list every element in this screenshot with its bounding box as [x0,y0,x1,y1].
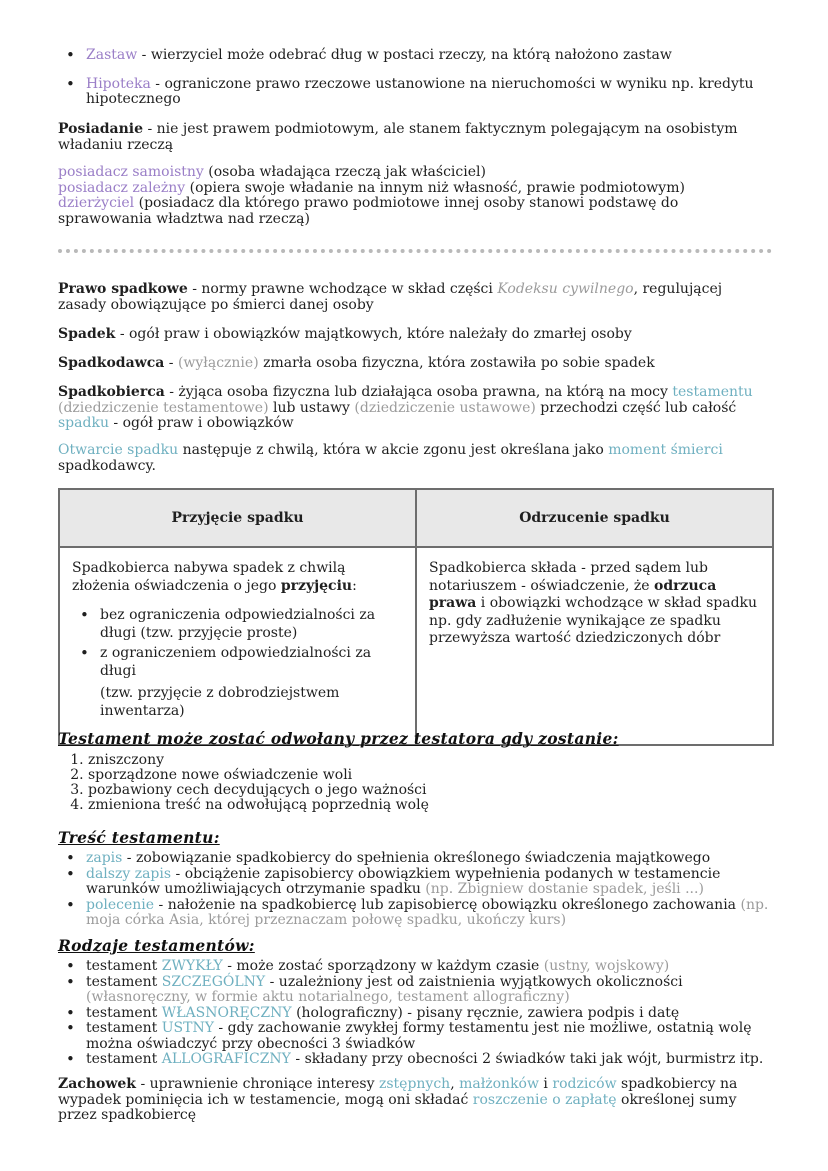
list-item: 1. zniszczony [88,753,774,768]
term-allograficzny: ALLOGRAFICZNY [161,1051,291,1067]
table-header-row [59,489,773,547]
definition-text: określonej sumy przez spadkobiercę [58,1091,737,1123]
term-malzonkow: małżonków [459,1076,539,1092]
note-text: (własnoręczny, w formie aktu notarialnego, testament allograficzny) [86,989,570,1005]
term-zwykly: ZWYKŁY [161,958,223,974]
definition-text: - uzależniony jest od zaistnienia wyjątkowych okoliczności [265,973,683,990]
column-header-odrzucenie: Odrzucenie spadku [416,489,773,547]
cell-text: : [352,577,357,594]
table-row [59,547,773,745]
list-item [86,898,774,929]
prawo-spadkowe-definition [58,282,774,313]
item-prefix: testament [86,958,162,974]
term-ustny: USTNY [161,1020,214,1036]
term-dalszy-zapis: dalszy zapis [86,865,172,882]
definition-text: - składany przy obecności 2 świadków taki jak wójt, burmistrz itp. [290,1051,764,1067]
term-roszczenie: roszczenie o zapłatę [472,1091,617,1108]
term-zapis: zapis [86,850,123,866]
term-posiadacz-samoistny: posiadacz samoistny [58,164,204,180]
definition-text: - nałożenie na spadkobiercę lub zapisobiercę obowiązku określonego zachowania [154,896,741,913]
term-rodzicow: rodziców [552,1076,617,1092]
cell-odrzucenie [416,547,773,745]
cell-emphasis: przyjęciu [280,577,353,594]
term-posiadacz-zalezny: posiadacz zależny [58,179,186,196]
revocation-section [58,729,774,813]
list-item [58,196,774,227]
cell-przyjecie [59,547,416,745]
definition-text: - może zostać sporządzony w każdym czasie [222,958,544,974]
term-zachowek: Zachowek [58,1076,136,1092]
definition-text: spadkodawcy. [58,457,156,474]
list-item [86,1006,774,1022]
list-item: 4. zmieniona treść na odwołującą poprzednią wolę [88,798,774,813]
term-prawo-spadkowe: Prawo spadkowe [58,281,188,297]
section-divider [58,249,772,253]
list-item [86,1052,774,1068]
definition-text: - ograniczone prawo rzeczowe ustanowione na nieruchomości w wyniku np. kredytu hipotecznego [86,75,754,107]
note-text: (dziedziczenie ustawowe) [354,399,536,416]
cell-emphasis: odrzuca prawa [429,577,717,611]
definition-text: - ogół praw i obowiązków majątkowych, które należały do zmarłej osoby [115,326,632,342]
term-hipoteka: Hipoteka [86,75,151,92]
separator: , [450,1076,460,1092]
acceptance-options [72,607,403,680]
term-spadkobierca: Spadkobierca [58,384,165,400]
testament-content-list [58,851,774,929]
definition-text: - obciążenie zapisobiercy obowiązkiem wypełnienia podanych w testamencie warunków umożliwiających otrzymanie spadku [86,865,721,897]
cell-text: i obowiązki wchodzące w skład spadku np. gdy zadłużenie wynikające ze spadku przewyższa wartość dziedziczonych dóbr [429,595,758,646]
list-item [86,48,774,64]
definition-text: - ogół praw i obowiązków [108,415,294,431]
cell-text: Spadkobierca nabywa spadek z chwilą złożenia oświadczenia o jego [72,560,346,594]
cell-intro [72,560,403,595]
term-dzierzyciel: dzierżyciel [58,195,135,211]
dash: - [164,355,178,371]
term-szczegolny: SZCZEGÓLNY [161,973,266,990]
term-testament: testamentu [672,384,753,400]
list-item: 3. pozbawiony cech decydujących o jego ważności [88,783,774,798]
term-wlasnoreczny: WŁASNORĘCZNY [161,1004,292,1021]
term-spadkodawca: Spadkodawca [58,355,165,371]
definition-text: następuje z chwilą, która w akcie zgonu jest określana jako [178,442,609,458]
term-moment-smierci: moment śmierci [608,442,723,458]
definition-text: przechodzi część lub całość [535,399,737,416]
note-text: (dziedziczenie testamentowe) [58,399,269,416]
term-zastaw: Zastaw [86,47,138,63]
code-reference: Kodeksu cywilnego [497,281,634,297]
spadek-definition [58,327,774,343]
spadkobierca-definition [58,385,774,432]
note-text: (np. Zbigniew dostanie spadek, jeśli ...) [425,881,704,897]
list-item [58,165,774,181]
note-text: (ustny, wojskowy) [543,958,670,974]
term-spadku: spadku [58,415,109,431]
list-item [86,975,774,1006]
term-otwarcie-spadku: Otwarcie spadku [58,442,179,458]
note-text: (wyłącznie) [177,355,259,371]
definition-text: (posiadacz dla którego prawo podmiotowe innej osoby stanowi podstawę do sprawowania władztwa nad rzeczą) [58,195,679,227]
definition-text: lub ustawy [268,399,355,416]
definition-text: (opiera swoje władanie na innym niż własność, prawie podmiotowym) [185,179,685,196]
definition-text: spadkobiercy na wypadek pominięcia ich w testamencie, mogą oni składać [58,1076,738,1108]
term-polecenie: polecenie [86,896,155,913]
term-posiadanie: Posiadanie [58,121,144,137]
definition-text: - nie jest prawem podmiotowym, ale stanem faktycznym polegającym na osobistym władaniu rzeczą [58,121,738,153]
column-header-przyjecie: Przyjęcie spadku [59,489,416,547]
section-heading: Testament może zostać odwołany przez testatora gdy zostanie: [58,729,619,748]
item-prefix: testament [86,1051,162,1067]
posiadanie-definition [58,122,774,153]
definition-text: , regulującej zasady obowiązujące po śmierci danej osoby [58,281,723,313]
term-zstepnych: zstępnych [378,1076,451,1092]
definition-text: - zobowiązanie spadkobiercy do spełnienia określonego świadczenia majątkowego [122,850,711,866]
posiadacz-list [58,165,774,227]
list-item [86,867,774,898]
list-item: • bez ograniczenia odpowiedzialności za długi (tzw. przyjęcie proste) [100,607,403,642]
separator: i [538,1076,553,1092]
section-heading: Treść testamentu: [58,828,220,847]
testament-types-list [58,959,774,1068]
item-prefix: testament [86,1020,162,1036]
otwarcie-spadku-definition [58,443,774,474]
term-spadek: Spadek [58,326,116,342]
definition-text: - uprawnienie chroniące interesy [136,1076,379,1092]
list-item [86,77,774,108]
cell-text: Spadkobierca składa - przed sądem lub notariuszem - oświadczenie, że [429,560,709,594]
definition-text: (holograficzny) - pisany ręcznie, zawiera podpis i datę [291,1004,680,1021]
definition-text: (osoba władająca rzeczą jak właściciel) [203,164,486,180]
testament-types-section [58,936,774,1068]
definition-text: - gdy zachowanie zwykłej formy testamentu jest nie możliwe, ostatnią wolę można oświadczyć przy obecności 3 świadków [86,1020,752,1052]
item-prefix: testament [86,1004,162,1021]
item-prefix: testament [86,973,162,990]
list-item: • z ograniczeniem odpowiedzialności za długi [100,645,403,680]
note-text: (np. moja córka Asia, której przeznaczam połowę spadku, ukończy kurs) [86,896,769,928]
section-heading: Rodzaje testamentów: [58,936,255,955]
definition-text: - wierzyciel może odebrać dług w postaci rzeczy, na którą nałożono zastaw [137,47,672,63]
definition-text: zmarła osoba fizyczna, która zostawiła po sobie spadek [258,355,655,371]
zachowek-definition [58,1077,774,1124]
spadkodawca-definition [58,356,774,372]
security-bullets [58,48,774,108]
definition-text: - żyjąca osoba fizyczna lub działająca osoba prawna, na którą na mocy [164,384,673,400]
testament-content-section [58,828,774,929]
inheritance-comparison-table [58,488,774,746]
list-item: 2. sporządzone nowe oświadczenie woli [88,768,774,783]
definition-text: - normy prawne wchodzące w skład części [187,281,498,297]
list-item [58,181,774,197]
revocation-list [58,753,774,813]
list-item [86,959,774,975]
list-item [86,851,774,867]
cell-note: (tzw. przyjęcie z dobrodziejstwem inwentarza) [100,685,340,719]
list-item [86,1021,774,1052]
